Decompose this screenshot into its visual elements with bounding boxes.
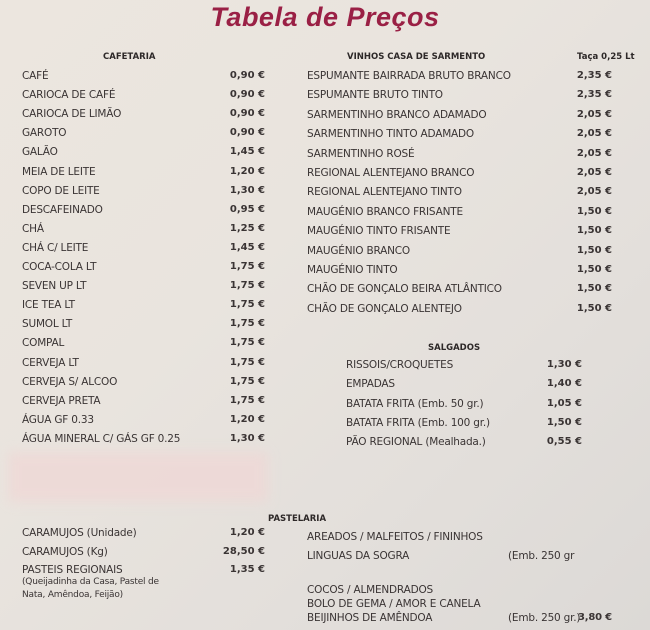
price-row <box>22 204 265 220</box>
item-price: 1,25 € <box>229 222 265 234</box>
item-price: 1,40 € <box>546 378 582 390</box>
item-name: MAUGÉNIO TINTO FRISANTE <box>307 225 451 238</box>
item-price: 1,05 € <box>546 397 582 409</box>
item-price: 1,50 € <box>546 416 582 428</box>
price-row <box>22 337 265 353</box>
item-name: CARIOCA DE LIMÃO <box>22 108 122 121</box>
price-row <box>22 242 265 258</box>
item-name: CHÁ C/ LEITE <box>22 241 89 254</box>
item-name: COPO DE LEITE <box>22 184 100 197</box>
item-price: 2,05 € <box>576 108 612 120</box>
item-price: 1,75 € <box>229 299 265 311</box>
item-name: GALÃO <box>22 146 58 159</box>
price-row <box>307 303 612 319</box>
price-row <box>22 127 265 143</box>
item-price: 1,35 € <box>229 564 265 575</box>
item-name: CARIOCA DE CAFÉ <box>22 89 116 102</box>
beijinhos-emb: (Emb. 250 gr.) <box>508 612 581 624</box>
item-name: RISSOIS/CROQUETES <box>346 359 454 371</box>
item-price: 2,35 € <box>576 70 612 81</box>
item-name: SUMOL LT <box>22 318 73 331</box>
item-price: 1,20 € <box>229 165 265 177</box>
price-row <box>22 166 265 182</box>
item-price: 0,90 € <box>229 89 265 101</box>
item-name: MAUGÉNIO TINTO <box>307 264 398 276</box>
item-price: 1,75 € <box>229 356 265 368</box>
price-row <box>22 546 265 562</box>
linguas-emb: (Emb. 250 gr <box>508 550 575 562</box>
price-row <box>307 283 612 299</box>
price-row <box>307 167 612 183</box>
price-row <box>22 395 265 411</box>
areados-item: AREADOS / MALFEITOS / FININHOS <box>307 531 483 543</box>
pasteis-note: (Queijadinha da Casa, Pastel de <box>22 577 159 587</box>
price-row <box>22 146 265 162</box>
item-name: CERVEJA S/ ALCOO <box>22 375 118 388</box>
item-name: SEVEN UP LT <box>22 280 87 293</box>
item-price: 0,55 € <box>546 436 582 448</box>
price-row <box>307 186 612 202</box>
bolo-item: BOLO DE GEMA / AMOR E CANELA <box>307 598 481 610</box>
vinhos-header: VINHOS CASA DE SARMENTO <box>347 52 486 62</box>
item-name: CHÁ <box>22 222 44 235</box>
cafetaria-header: CAFETARIA <box>103 52 156 62</box>
price-row <box>22 433 265 449</box>
item-price: 1,75 € <box>229 318 265 330</box>
item-name: PÃO REGIONAL (Mealhada.) <box>346 436 486 449</box>
price-row <box>307 109 612 125</box>
item-price: 1,45 € <box>229 241 265 253</box>
price-row <box>307 128 612 144</box>
item-price: 28,50 € <box>222 545 265 557</box>
pastelaria-header: PASTELARIA <box>268 514 327 524</box>
price-row <box>22 223 265 239</box>
item-price: 0,90 € <box>229 70 265 81</box>
item-name: CERVEJA PRETA <box>22 394 101 407</box>
item-name: REGIONAL ALENTEJANO TINTO <box>307 186 462 199</box>
item-price: 1,30 € <box>229 184 265 196</box>
price-row <box>22 299 265 315</box>
price-row <box>307 225 612 241</box>
price-row <box>307 148 612 164</box>
item-price: 0,90 € <box>229 127 265 139</box>
item-price: 1,20 € <box>229 413 265 425</box>
item-name: MAUGÉNIO BRANCO <box>307 244 410 257</box>
item-price: 1,75 € <box>229 280 265 292</box>
item-name: EMPADAS <box>346 378 395 391</box>
item-price: 1,50 € <box>576 205 612 217</box>
item-price: 1,50 € <box>576 244 612 256</box>
price-row <box>22 527 265 543</box>
item-name: ICE TEA LT <box>22 299 75 312</box>
item-price: 1,30 € <box>229 432 265 444</box>
price-row <box>22 185 265 201</box>
item-price: 1,45 € <box>229 146 265 158</box>
item-name: REGIONAL ALENTEJANO BRANCO <box>307 167 475 179</box>
item-name: CHÃO DE GONÇALO BEIRA ATLÂNTICO <box>307 283 502 296</box>
item-name: COCA-COLA LT <box>22 261 97 273</box>
item-name: BATATA FRITA (Emb. 100 gr.) <box>346 416 490 429</box>
item-name: GAROTO <box>22 127 67 140</box>
item-name: ESPUMANTE BRUTO TINTO <box>307 89 443 102</box>
item-price: 2,05 € <box>576 186 612 198</box>
item-price: 1,50 € <box>576 225 612 237</box>
price-row <box>346 378 582 394</box>
item-price: 1,75 € <box>229 375 265 387</box>
item-price: 1,50 € <box>576 264 612 275</box>
item-name: SARMENTINHO TINTO ADAMADO <box>307 128 474 141</box>
beijinhos-price: 3,80 € <box>578 612 612 623</box>
item-name: COMPAL <box>22 337 65 350</box>
item-name: SARMENTINHO BRANCO ADAMADO <box>307 108 487 121</box>
price-row <box>307 206 612 222</box>
item-price: 1,75 € <box>229 261 265 272</box>
item-price: 0,90 € <box>229 108 265 120</box>
price-row <box>22 318 265 334</box>
item-price: 2,35 € <box>576 89 612 101</box>
price-row <box>346 359 582 375</box>
item-name: MEIA DE LEITE <box>22 165 96 178</box>
price-row <box>22 261 265 277</box>
item-price: 1,20 € <box>229 527 265 538</box>
salgados-header: SALGADOS <box>428 343 481 353</box>
price-row <box>22 89 265 105</box>
item-name: PASTEIS REGIONAIS <box>22 564 123 576</box>
price-row <box>307 70 612 86</box>
linguas-item: LINGUAS DA SOGRA <box>307 550 410 562</box>
price-row <box>346 398 582 414</box>
item-price: 2,05 € <box>576 167 612 178</box>
beijinhos-item: BEIJINHOS DE AMÊNDOA <box>307 612 433 624</box>
price-row <box>22 108 265 124</box>
item-name: CARAMUJOS (Kg) <box>22 545 108 558</box>
item-name: MAUGÉNIO BRANCO FRISANTE <box>307 205 463 218</box>
vinhos-unit: Taça 0,25 Lt <box>577 52 635 62</box>
price-row <box>307 264 612 280</box>
price-row <box>22 414 265 430</box>
item-name: CARAMUJOS (Unidade) <box>22 527 137 539</box>
item-name: CERVEJA LT <box>22 356 79 369</box>
blurred-area <box>8 452 268 502</box>
pasteis-note: Nata, Amêndoa, Feijão) <box>22 590 123 600</box>
item-price: 2,05 € <box>576 147 612 159</box>
item-price: 1,75 € <box>229 337 265 349</box>
price-row <box>22 376 265 392</box>
price-row <box>22 70 265 86</box>
item-price: 1,50 € <box>576 283 612 295</box>
price-row <box>346 417 582 433</box>
item-name: CAFÉ <box>22 70 49 82</box>
item-name: ÁGUA MINERAL C/ GÁS GF 0.25 <box>22 432 181 445</box>
cocos-item: COCOS / ALMENDRADOS <box>307 584 434 596</box>
item-name: BATATA FRITA (Emb. 50 gr.) <box>346 397 484 410</box>
item-price: 1,50 € <box>576 302 612 314</box>
item-name: DESCAFEINADO <box>22 203 103 216</box>
item-price: 1,75 € <box>229 394 265 406</box>
item-price: 0,95 € <box>229 203 265 215</box>
price-row <box>307 245 612 261</box>
item-price: 1,30 € <box>546 359 582 370</box>
page-title: Tabela de Preços <box>210 2 440 32</box>
price-row <box>22 280 265 296</box>
price-row <box>346 436 582 452</box>
price-row <box>22 357 265 373</box>
item-name: ESPUMANTE BAIRRADA BRUTO BRANCO <box>307 70 511 82</box>
item-name: SARMENTINHO ROSÉ <box>307 147 415 160</box>
item-name: CHÃO DE GONÇALO ALENTEJO <box>307 302 462 315</box>
item-name: ÁGUA GF 0.33 <box>22 413 94 426</box>
price-row <box>307 89 612 105</box>
item-price: 2,05 € <box>576 128 612 140</box>
